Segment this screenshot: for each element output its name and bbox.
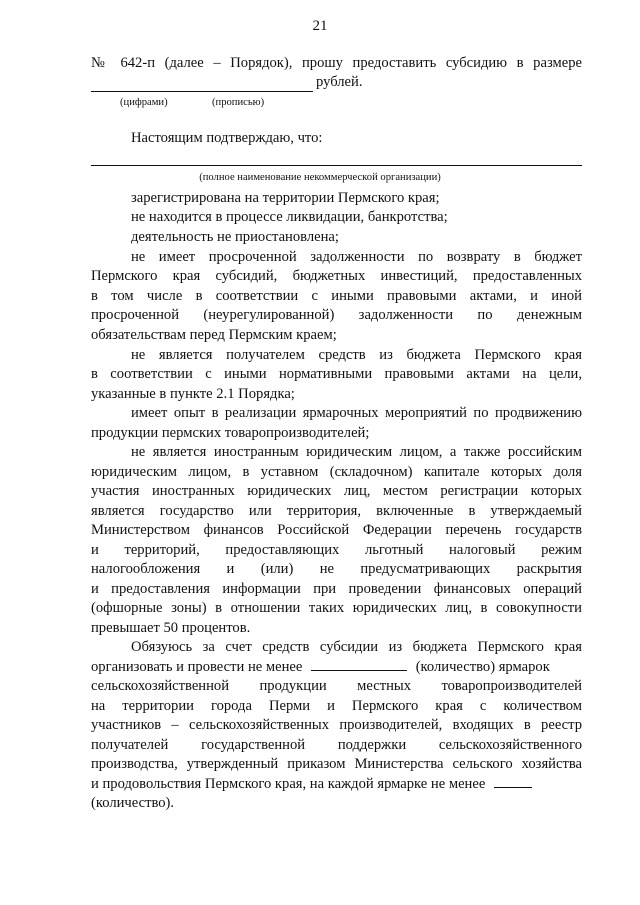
statement-no-debt-line: Пермского края субсидий, бюджетных инвестиций, предоставленных: [91, 268, 582, 284]
obligation-line: производства, утвержденный приказом Министерства сельского хозяйства: [91, 756, 582, 772]
statement-not-foreign-line: юридическим лицом, в уставном (складочном) капитале которых доля: [91, 464, 582, 480]
participant-count-blank: [494, 775, 532, 788]
statement-not-foreign-line: и территорий, предоставляющих льготный налоговый режим: [91, 542, 582, 558]
statement-not-recipient-line: указанные в пункте 2.1 Порядка;: [91, 386, 295, 402]
amount-blank-line: [91, 91, 313, 92]
fair-count-blank: [311, 658, 407, 671]
statement-experience-line: имеет опыт в реализации ярмарочных мероприятий по продвижению: [131, 405, 582, 421]
statement-not-foreign-line: превышает 50 процентов.: [91, 620, 251, 636]
statement-not-recipient-line: в соответствии с иными нормативными правовыми актами на цели,: [91, 366, 582, 382]
org-name-blank-line: [91, 165, 582, 166]
obligation-text-b: (количество) ярмарок: [415, 659, 550, 675]
caption-digits: (цифрами): [120, 97, 168, 108]
obligation-line: участников – сельскохозяйственных производителей, входящих в реестр: [91, 717, 582, 733]
statement-no-debt-line: в том числе в соответствии с иными правовыми актами, и иной: [91, 288, 582, 304]
statement-not-suspended: деятельность не приостановлена;: [131, 229, 339, 245]
obligation-line: получателей государственной поддержки сельскохозяйственного: [91, 737, 582, 753]
statement-no-debt-line: просроченной (неурегулированной) задолженности по денежным: [91, 307, 582, 323]
statement-not-liquidated: не находится в процессе ликвидации, банкротства;: [131, 209, 448, 225]
statement-not-recipient-line: не является получателем средств из бюджета Пермского края: [131, 347, 582, 363]
obligation-text-a: организовать и провести не менее: [91, 659, 303, 675]
obligation-line-with-blank: [91, 775, 582, 794]
statement-not-foreign-line: и предоставления информации при проведении финансовых операций: [91, 581, 582, 597]
obligation-line: сельскохозяйственной продукции местных товаропроизводителей: [91, 678, 582, 694]
statement-not-foreign-line: участия иностранных юридических лиц, местом регистрации которых: [91, 483, 582, 499]
confirm-intro: Настоящим подтверждаю, что:: [131, 130, 323, 146]
statement-experience-line: продукции пермских товаропроизводителей;: [91, 425, 370, 441]
rubles-label: рублей.: [316, 74, 363, 90]
obligation-line: (количество).: [91, 795, 175, 811]
obligation-line: Обязуюсь за счет средств субсидии из бюджета Пермского края: [131, 639, 582, 655]
caption-words: (прописью): [212, 97, 265, 108]
statement-no-debt-line: не имеет просроченной задолженности по возврату в бюджет: [131, 249, 582, 265]
obligation-line-with-blank: [91, 658, 582, 677]
obligation-line: на территории города Перми и Пермского края с количеством: [91, 698, 582, 714]
request-line: № 642-п (далее – Порядок), прошу предоставить субсидию в размере: [91, 55, 582, 71]
org-name-caption: (полное наименование некоммерческой организации): [199, 172, 441, 183]
page-number: 21: [312, 18, 328, 34]
obligation-text-c: и продовольствия Пермского края, на каждой ярмарке не менее: [91, 776, 486, 792]
statement-not-foreign-line: Министерством финансов Российской Федерации перечень государств: [91, 522, 582, 538]
statement-not-foreign-line: налогообложения и (или) не предусматривающих раскрытия: [91, 561, 582, 577]
statement-not-foreign-line: (офшорные зоны) в отношении таких юридических лиц, в совокупности: [91, 600, 582, 616]
statement-registered: зарегистрирована на территории Пермского края;: [131, 190, 440, 206]
statement-no-debt-line: обязательствам перед Пермским краем;: [91, 327, 337, 343]
statement-not-foreign-line: является государство или территория, включенные в утверждаемый: [91, 503, 582, 519]
statement-not-foreign-line: не является иностранным юридическим лицом, а также российским: [131, 444, 582, 460]
